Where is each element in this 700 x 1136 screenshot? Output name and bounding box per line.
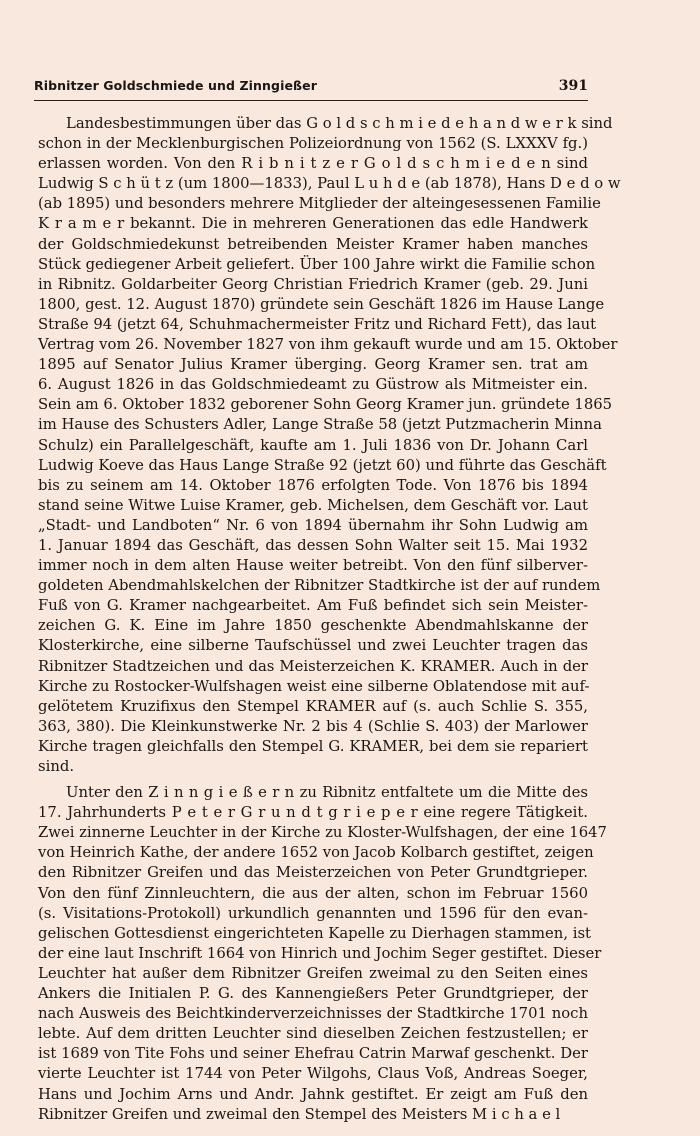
text-line: 1. Januar 1894 das Geschäft, das dessen Sohn Walter seit 15. Mai 1932 — [38, 536, 588, 554]
text-line: Landesbestimmungen über das G o l d s c h m i e d e h a n d w e r k sind — [66, 115, 613, 132]
text-line: im Hause des Schusters Adler, Lange Straße 58 (jetzt Putzmacherin Minna — [38, 416, 602, 434]
text-line: schon in der Mecklenburgischen Polizeiordnung von 1562 (S. LXXXV fg.) — [38, 135, 588, 153]
running-title: Ribnitzer Goldschmiede und Zinngießer — [34, 78, 317, 93]
text-line: Straße 94 (jetzt 64, Schuhmachermeister Fritz und Richard Fett), das laut — [38, 315, 597, 333]
text-line: Vertrag vom 26. November 1827 von ihm gekauft wurde und am 15. Oktober — [38, 336, 618, 354]
text-line: Ribnitzer Greifen und zweimal den Stempel des Meisters M i c h a e l — [38, 1105, 561, 1123]
text-line: 6. August 1826 in das Goldschmiedeamt zu Güstrow als Mitmeister ein. — [38, 376, 588, 394]
text-line: K r a m e r bekannt. Die in mehreren Generationen das edle Handwerk — [38, 215, 588, 233]
text-line: Ludwig S c h ü t z (um 1800—1833), Paul L u h d e (ab 1878), Hans D e d o w — [38, 175, 621, 193]
text-line: in Ribnitz. Goldarbeiter Georg Christian Friedrich Kramer (geb. 29. Juni — [38, 275, 588, 293]
paragraph-goldsmiths — [38, 114, 621, 777]
text-line: (ab 1895) und besonders mehrere Mitglieder der alteingesessenen Familie — [38, 195, 601, 213]
text-line: ist 1689 von Tite Fohs und seiner Ehefrau Catrin Marwaf geschenkt. Der — [38, 1045, 588, 1063]
body-text — [38, 114, 621, 1125]
text-line: gelötetem Kruzifixus den Stempel KRAMER auf (s. auch Schlie S. 355, — [38, 697, 588, 715]
text-line: gelischen Gottesdienst eingerichteten Kapelle zu Dierhagen stammen, ist — [38, 924, 591, 942]
text-line: „Stadt- und Landboten“ Nr. 6 von 1894 übernahm ihr Sohn Ludwig am — [38, 516, 588, 534]
text-line: 1895 auf Senator Julius Kramer überging. Georg Kramer sen. trat am — [38, 356, 588, 374]
text-line: Schulz) ein Parallelgeschäft, kaufte am 1. Juli 1836 von Dr. Johann Carl — [38, 436, 588, 454]
text-line: lebte. Auf dem dritten Leuchter sind dieselben Zeichen festzustellen; er — [38, 1025, 588, 1043]
text-line: bis zu seinem am 14. Oktober 1876 erfolgten Tode. Von 1876 bis 1894 — [38, 476, 588, 494]
text-line: Leuchter hat außer dem Ribnitzer Greifen zweimal zu den Seiten eines — [38, 964, 588, 982]
text-line: Stück gediegener Arbeit geliefert. Über 100 Jahre wirkt die Familie schon — [38, 255, 596, 273]
text-line: Kirche zu Rostocker-Wulfshagen weist eine silberne Oblatendose mit auf- — [38, 677, 590, 695]
text-line: Von den fünf Zinnleuchtern, die aus der alten, schon im Februar 1560 — [38, 884, 588, 902]
text-line: immer noch in dem alten Hause weiter betreibt. Von den fünf silberver- — [38, 557, 588, 575]
text-line: nach Ausweis des Beichtkinderverzeichnisses der Stadtkirche 1701 noch — [38, 1005, 588, 1023]
text-line: 363, 380). Die Kleinkunstwerke Nr. 2 bis 4 (Schlie S. 403) der Marlower — [38, 717, 588, 735]
text-line: 1800, gest. 12. August 1870) gründete sein Geschäft 1826 im Hause Lange — [38, 295, 605, 313]
text-line: zeichen G. K. Eine im Jahre 1850 geschenkte Abendmahlskanne der — [38, 617, 588, 635]
text-line: Zwei zinnerne Leuchter in der Kirche zu Kloster-Wulfshagen, der eine 1647 — [38, 824, 607, 842]
text-line: 17. Jahrhunderts P e t e r G r u n d t g r i e p e r eine regere Tätigkeit. — [38, 804, 588, 822]
text-line: Fuß von G. Kramer nachgearbeitet. Am Fuß befindet sich sein Meister- — [38, 597, 588, 615]
text-line: Sein am 6. Oktober 1832 geborener Sohn Georg Kramer jun. gründete 1865 — [38, 396, 613, 414]
text-line: Ribnitzer Stadtzeichen und das Meisterzeichen K. KRAMER. Auch in der — [38, 657, 588, 675]
text-line: (s. Visitations-Protokoll) urkundlich genannten und 1596 für den evan- — [38, 904, 588, 922]
text-line: Kirche tragen gleichfalls den Stempel G. KRAMER, bei dem sie repariert — [38, 737, 588, 755]
page-number: 391 — [558, 78, 588, 94]
text-line: Ludwig Koeve das Haus Lange Straße 92 (jetzt 60) und führte das Geschäft — [38, 456, 607, 474]
text-line: Unter den Z i n n g i e ß e r n zu Ribnitz entfaltete um die Mitte des — [66, 784, 588, 802]
text-line: sind. — [38, 758, 75, 775]
text-line: Hans und Jochim Arns und Andr. Jahnk gestiftet. Er zeigt am Fuß den — [38, 1085, 588, 1103]
running-header — [34, 78, 588, 94]
text-line: erlassen worden. Von den R i b n i t z e r G o l d s c h m i e d e n sind — [38, 155, 588, 173]
text-line: stand seine Witwe Luise Kramer, geb. Michelsen, dem Geschäft vor. Laut — [38, 496, 588, 514]
text-line: Ankers die Initialen P. G. des Kannengießers Peter Grundtgrieper, der — [38, 985, 588, 1003]
text-line: von Heinrich Kathe, der andere 1652 von Jacob Kolbarch gestiftet, zeigen — [38, 844, 594, 862]
text-line: der Goldschmiedekunst betreibenden Meister Kramer haben manches — [38, 235, 588, 253]
text-line: den Ribnitzer Greifen und das Meisterzeichen von Peter Grundtgrieper. — [38, 864, 588, 882]
text-line: der eine laut Inschrift 1664 von Hinrich und Jochim Seger gestiftet. Dieser — [38, 944, 602, 962]
text-line: vierte Leuchter ist 1744 von Peter Wilgohs, Claus Voß, Andreas Soeger, — [38, 1065, 588, 1083]
text-line: goldeten Abendmahlskelchen der Ribnitzer Stadtkirche ist der auf rundem — [38, 577, 601, 595]
text-line: Klosterkirche, eine silberne Taufschüssel und zwei Leuchter tragen das — [38, 637, 588, 655]
paragraph-pewterers — [38, 783, 607, 1125]
header-rule — [34, 100, 588, 101]
